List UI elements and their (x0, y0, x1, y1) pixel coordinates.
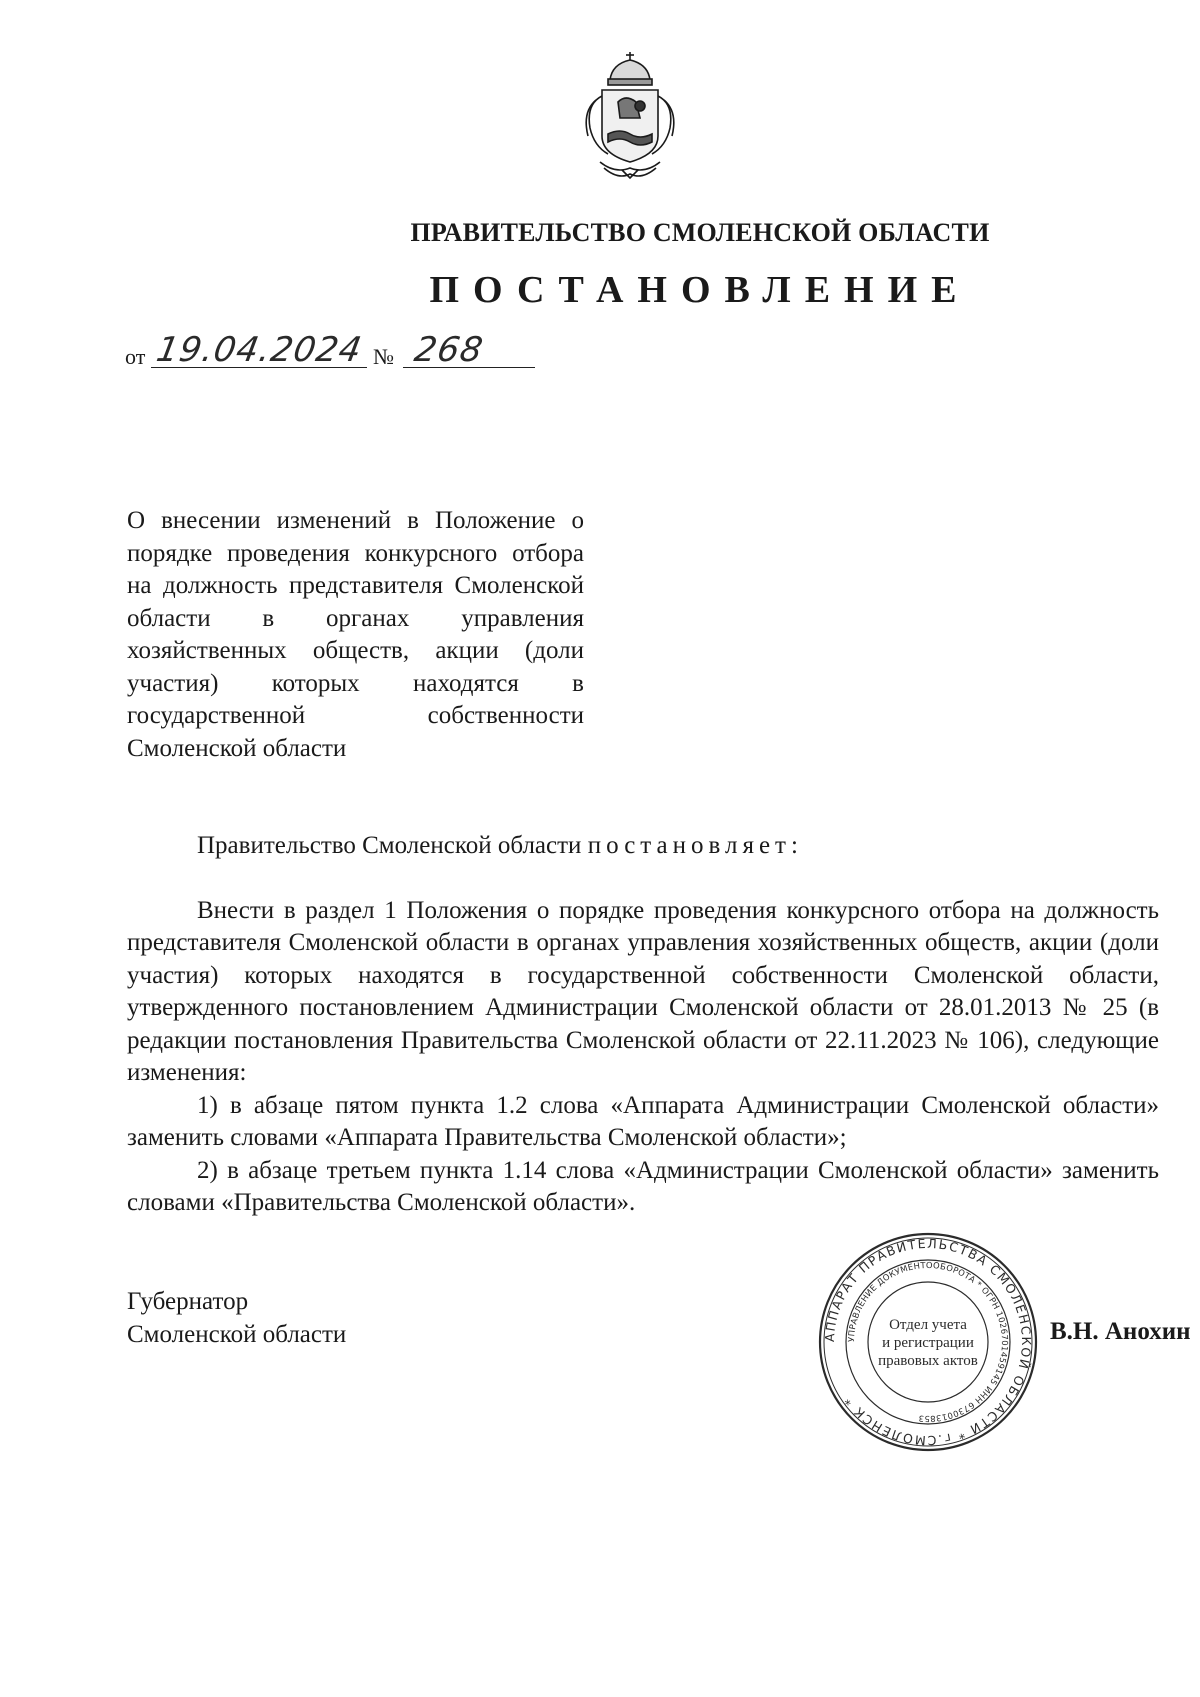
document-type-title: ПОСТАНОВЛЕНИЕ (429, 269, 971, 311)
date-underline (151, 367, 367, 368)
intro-text: Правительство Смоленской области (197, 832, 588, 859)
body-paragraph: 2) в абзаце третьем пункта 1.14 слова «Администрации Смоленской области» заменить словами «Правительства Смоленской области». (127, 1156, 1159, 1216)
stamp-center-line2: и регистрации (882, 1335, 974, 1351)
handwritten-date: 19.04.2024 (153, 330, 366, 370)
stamp-inner-ring-text: УПРАВЛЕНИЕ ДОКУМЕНТООБОРОТА * ОГРН 1026701459145 ИНН 6730013853 (845, 1259, 1011, 1425)
stamp-center-line3: правовых актов (878, 1353, 978, 1369)
signer-name: В.Н. Анохин (1050, 1318, 1191, 1345)
coat-of-arms-emblem (560, 50, 700, 185)
body-paragraph: 1) в абзаце пятом пункта 1.2 слова «Аппарата Администрации Смоленской области» заменить словами «Аппарата Правительства Смоленской области»; (127, 1091, 1159, 1151)
stamp-center-line1: Отдел учета (889, 1317, 967, 1333)
official-stamp (818, 1232, 1038, 1452)
date-number-line (125, 330, 545, 374)
signer-position-line2: Смоленской области (127, 1321, 347, 1348)
number-label: № (373, 344, 394, 369)
intro-spaced-verb: постановляет: (587, 832, 803, 859)
document-subject: О внесении изменений в Положение о порядке проведения конкурсного отбора на должность представителя Смоленской области в органах управления хозяйственных обществ, акции (доли участия) которых находятся в государственной собственности Смоленской области (127, 507, 584, 762)
document-body (127, 830, 1159, 1220)
date-from-label: от (125, 344, 146, 369)
number-underline (403, 367, 535, 368)
body-paragraph: Внести в раздел 1 Положения о порядке проведения конкурсного отбора на должность представителя Смоленской области в органах управления хозяйственных обществ, акции (доли участия) которых находятся в государственной собственности Смоленской области, утвержденного постановлением Администрации Смоленской области от 28.01.2013 № 25 (в редакции постановления Правительства Смоленской области от 22.11.2023 № 106), следующие изменения: (127, 896, 1159, 1086)
handwritten-number: 268 (411, 330, 487, 370)
stamp-outer-text: АППАРАТ ПРАВИТЕЛЬСТВА СМОЛЕНСКОЙ ОБЛАСТИ * г.СМОЛЕНСК * (821, 1235, 1035, 1449)
signature-block (127, 1285, 346, 1351)
government-title: ПРАВИТЕЛЬСТВО СМОЛЕНСКОЙ ОБЛАСТИ (410, 218, 990, 247)
resolution-intro (127, 830, 1159, 863)
signer-position-line1: Губернатор (127, 1288, 249, 1315)
